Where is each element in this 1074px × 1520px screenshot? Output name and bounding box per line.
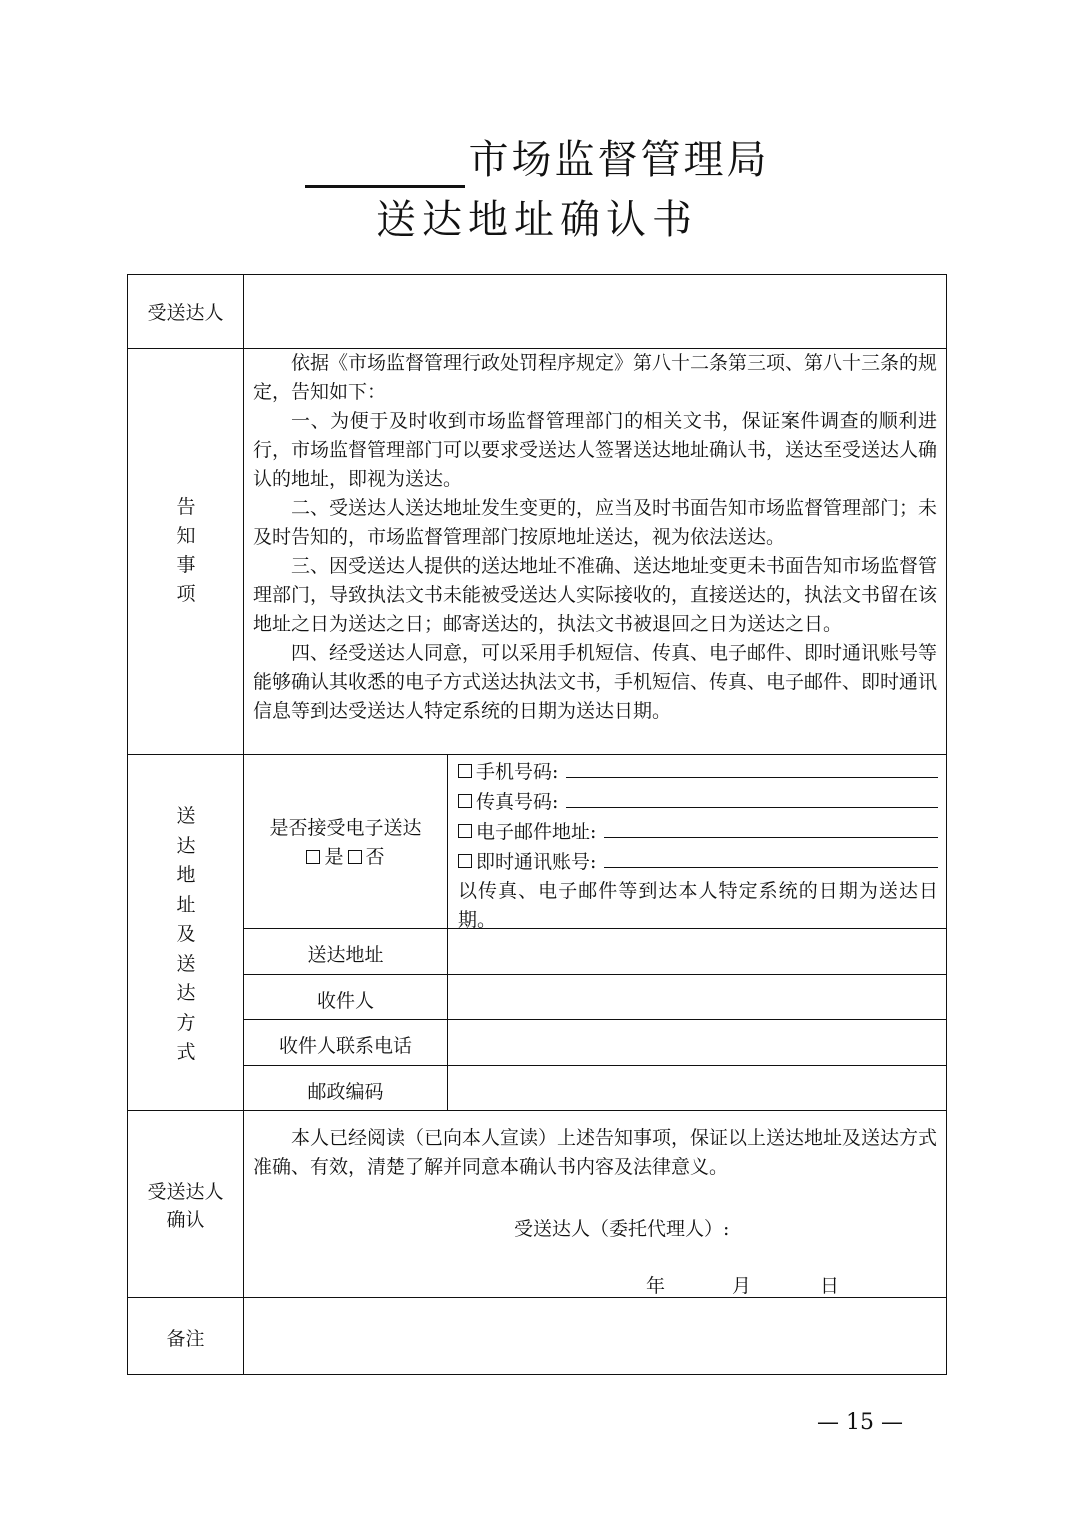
electronic-question: 是否接受电子送达 [269, 817, 422, 839]
no-label: 否 [365, 846, 385, 868]
mobile-input[interactable] [566, 757, 938, 778]
title-bureau: 市场监督管理局 [468, 137, 770, 183]
remarks-field[interactable] [244, 1298, 946, 1374]
receiver-label: 收件人 [316, 990, 374, 1012]
email-input[interactable] [604, 817, 938, 838]
page-number: — 15 — [817, 1410, 903, 1435]
im-input[interactable] [604, 847, 938, 868]
delivery-label: 送 达 地 址 及 送 达 方 式 [176, 805, 196, 1063]
notice-paragraph: 四、经受送达人同意，可以采用手机短信、传真、电子邮件、即时通讯账号等能够确认其收悉的电子方式送达执法文书，手机短信、传真、电子邮件、即时通讯信息等到达受送达人特定系统的日期为送达日期。 [253, 642, 938, 722]
bureau-name-blank[interactable] [305, 141, 465, 188]
notice-text [253, 349, 937, 726]
mobile-checkbox[interactable] [458, 764, 472, 778]
month-label: 月 [732, 1275, 752, 1297]
no-checkbox[interactable] [348, 850, 362, 864]
notice-paragraph: 依据《市场监督管理行政处罚程序规定》第八十二条第三项、第八十三条的规定，告知如下： [253, 352, 938, 403]
fax-checkbox[interactable] [458, 794, 472, 808]
electronic-question-cell [244, 814, 447, 872]
im-checkbox[interactable] [458, 854, 472, 868]
electronic-fields [458, 757, 938, 935]
confirm-label: 受送达人 确认 [147, 1181, 224, 1231]
document-title-line2: 送达地址确认书 [376, 197, 698, 243]
recipient-label: 受送达人 [147, 302, 224, 324]
notice-label: 告 知 事 项 [176, 496, 196, 605]
notice-paragraph: 三、因受送达人提供的送达地址不准确、送达地址变更未书面告知市场监督管理部门，导致执法文书未能被受送达人实际接收的，直接送达的，执法文书留在该地址之日为送达之日；邮寄送达的，执法文书被退回之日为送达之日。 [253, 555, 938, 635]
yes-checkbox[interactable] [306, 850, 320, 864]
postcode-label: 邮政编码 [307, 1081, 384, 1103]
notice-paragraph: 二、受送达人送达地址发生变更的，应当及时书面告知市场监督管理部门；未及时告知的，市场监督管理部门按原地址送达，视为依法送达。 [253, 497, 938, 548]
notice-paragraph: 一、为便于及时收到市场监督管理部门的相关文书，保证案件调查的顺利进行，市场监督管理部门可以要求受送达人签署送达地址确认书，送达至受送达人确认的地址，即视为送达。 [253, 410, 938, 490]
signature-field[interactable] [750, 1205, 930, 1241]
recipient-field[interactable] [244, 275, 946, 348]
postcode-field[interactable] [448, 1066, 946, 1110]
receiver-field[interactable] [448, 975, 946, 1019]
yes-label: 是 [324, 846, 344, 868]
receiver-phone-field[interactable] [448, 1020, 946, 1065]
confirm-text-block [253, 1124, 937, 1182]
address-field[interactable] [448, 929, 946, 974]
fax-label: 传真号码: [476, 791, 559, 813]
electronic-note: 以传真、电子邮件等到达本人特定系统的日期为送达日期。 [458, 880, 938, 931]
confirm-text: 本人已经阅读（已向本人宣读）上述告知事项，保证以上送达地址及送达方式准确、有效，清楚了解并同意本确认书内容及法律意义。 [253, 1127, 938, 1178]
email-checkbox[interactable] [458, 824, 472, 838]
mobile-label: 手机号码: [476, 761, 559, 783]
address-label: 送达地址 [307, 944, 384, 966]
day-label: 日 [820, 1275, 840, 1297]
document-title-line1 [0, 132, 1074, 188]
im-label: 即时通讯账号: [476, 851, 597, 873]
remarks-label: 备注 [166, 1328, 205, 1350]
signer-label: 受送达人（委托代理人）: [514, 1218, 730, 1240]
receiver-phone-label: 收件人联系电话 [278, 1035, 412, 1057]
year-label: 年 [646, 1275, 666, 1297]
fax-input[interactable] [566, 787, 938, 808]
email-label: 电子邮件地址: [476, 821, 597, 843]
